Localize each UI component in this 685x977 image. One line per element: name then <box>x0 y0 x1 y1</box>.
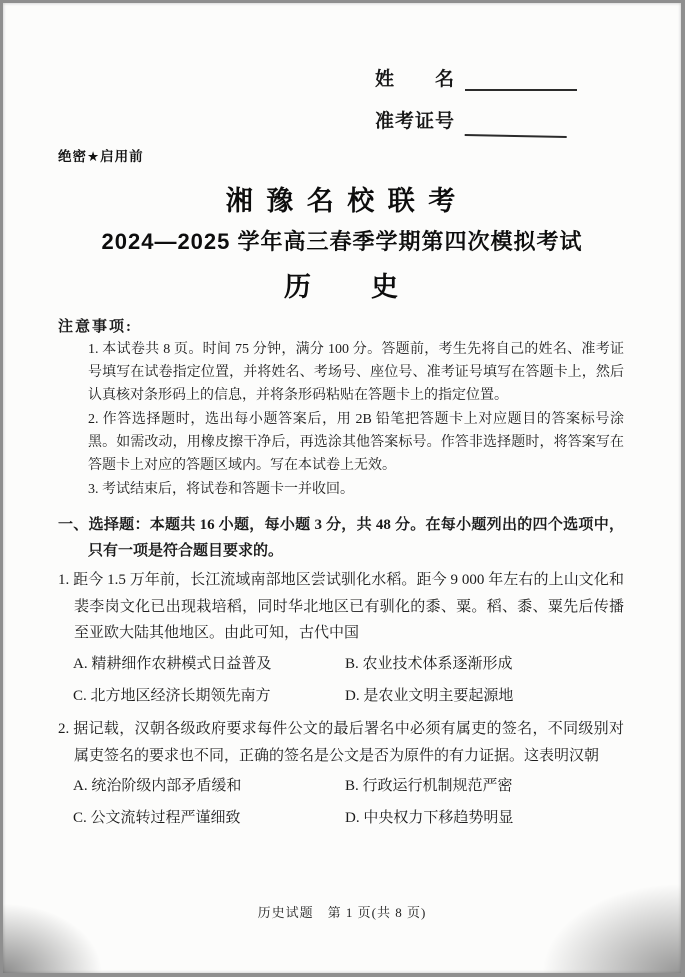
exam-paper-page <box>3 3 681 973</box>
question-2-option-c: C. 公文流转过程严谨细致 <box>73 810 241 827</box>
write-in-fields <box>375 61 605 145</box>
subject-title: 历 史 <box>284 272 400 302</box>
note-item-2: 2. 作答选择题时，选出每小题答案后，用 2B 铅笔把答题卡上对应题目的答案标号涂黑。如需改动，用橡皮擦干净后，再选涂其他答案标号。作答非选择题时，将答案写在答题卡上对应的答题区域内。写在本试卷上无效。 <box>88 411 624 473</box>
question-1-option-b: B. 农业技术体系逐渐形成 <box>345 656 513 673</box>
question-1 <box>58 567 624 710</box>
name-field-row <box>375 61 605 91</box>
notes-heading: 注意事项: <box>58 319 133 335</box>
note-item-1: 1. 本试卷共 8 页。时间 75 分钟，满分 100 分。答题前，考生先将自己的姓名、准考证号填写在试卷指定位置，并将姓名、考场号、座位号、准考证号填写在答题卡上，然后认真核对条形码上的信息，并将条形码粘贴在答题卡上的指定位置。 <box>88 342 624 403</box>
question-2 <box>58 716 624 832</box>
admission-ticket-line <box>465 110 567 138</box>
section-heading: 一、选择题：本题共 16 小题，每小题 3 分，共 48 分。在每小题列出的四个选项中，只有一项是符合题目要求的。 <box>58 516 624 560</box>
page-footer: 历史试题 第 1 页(共 8 页) <box>257 905 427 920</box>
exam-title: 湘 豫 名 校 联 考 <box>225 186 459 216</box>
question-2-stem: 2. 据记载，汉朝各级政府要求每件公文的最后署名中必须有属吏的签名，不同级别对属吏签名的要求也不同，正确的签名是公文是否为原件的有力证据。这表明汉朝 <box>58 721 624 764</box>
question-2-option-b: B. 行政运行机制规范严密 <box>345 778 513 795</box>
exam-body <box>58 315 624 838</box>
question-1-option-c: C. 北方地区经济长期领先南方 <box>73 688 271 705</box>
question-2-options <box>58 773 624 832</box>
question-2-option-a: A. 统治阶级内部矛盾缓和 <box>73 778 242 795</box>
name-field-line <box>465 65 577 91</box>
classification-label: 绝密★启用前 <box>58 149 144 164</box>
note-item-3: 3. 考试结束后，将试卷和答题卡一并收回。 <box>88 481 354 497</box>
exam-session-subtitle: 2024—2025 学年高三春季学期第四次模拟考试 <box>101 229 583 254</box>
question-1-stem: 1. 距今 1.5 万年前，长江流域南部地区尝试驯化水稻。距今 9 000 年左右的上山文化和裴李岗文化已出现栽培稻，同时华北地区已有驯化的黍、粟。稻、黍、粟先后传播至亚欧大陆其他地区。由此可知，古代中国 <box>58 572 624 642</box>
question-2-option-d: D. 中央权力下移趋势明显 <box>345 810 514 827</box>
question-1-option-a: A. 精耕细作农耕模式日益普及 <box>73 656 272 673</box>
ticket-field-row <box>375 103 605 133</box>
question-1-option-d: D. 是农业文明主要起源地 <box>345 688 514 705</box>
question-1-options <box>58 651 624 710</box>
name-field-label: 姓 名 <box>375 69 456 90</box>
admission-ticket-label: 准考证号 <box>375 111 456 132</box>
